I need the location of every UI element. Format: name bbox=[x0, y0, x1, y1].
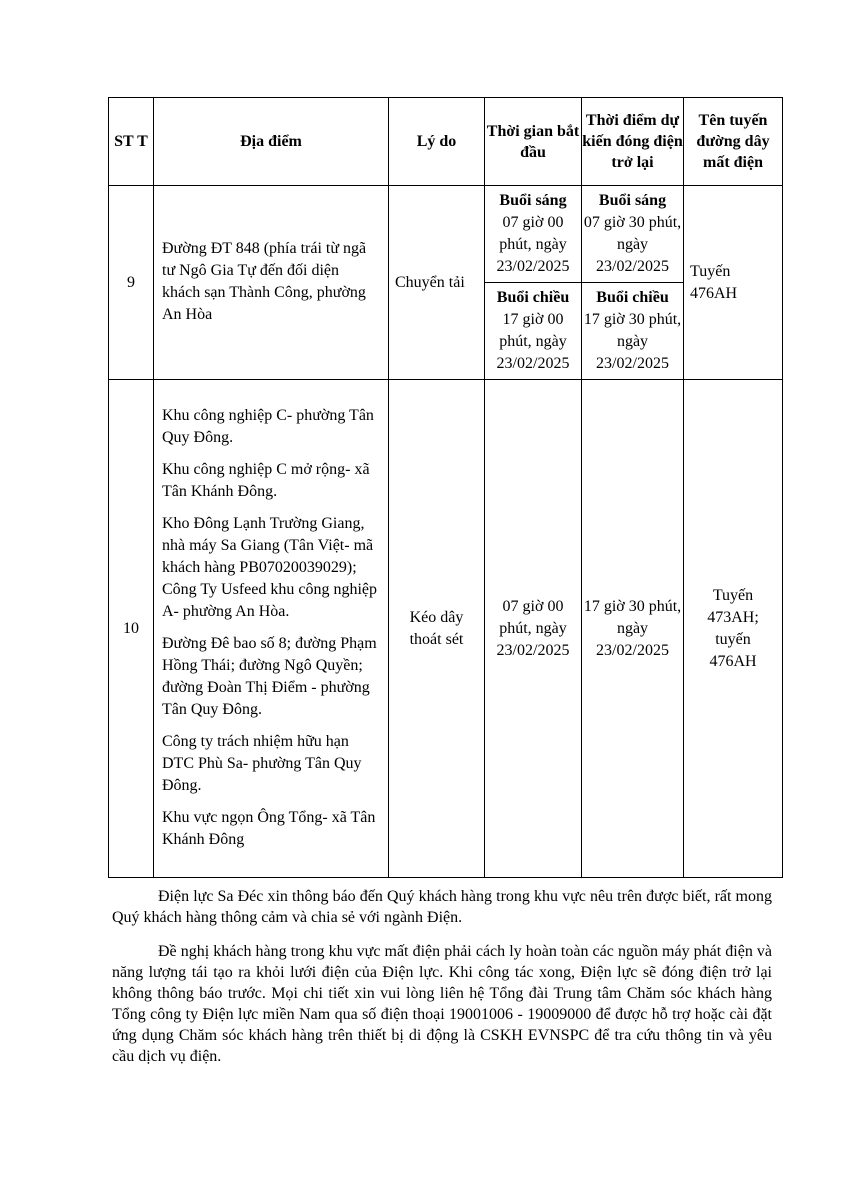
start-morning-cell bbox=[485, 186, 582, 283]
table-row bbox=[109, 186, 783, 283]
header-reason: Lý do bbox=[389, 98, 485, 186]
row-reason: Kéo dây thoát sét bbox=[389, 380, 485, 878]
notice-paragraph bbox=[112, 886, 772, 928]
morning-label: Buổi sáng bbox=[598, 192, 667, 209]
restore-morning-time: 07 giờ 30 phút, ngày 23/02/2025 bbox=[583, 214, 682, 275]
location-text: Đường ĐT 848 (phía trái từ ngã tư Ngô Gia Tự đến đối diện khách sạn Thành Công, phường An Hòa bbox=[162, 239, 367, 323]
location-item: Kho Đông Lạnh Trường Giang, nhà máy Sa Giang (Tân Việt- mã khách hàng PB07020039029); Công Ty Usfeed khu công nghiệp A- phường An Hòa. bbox=[162, 514, 377, 620]
header-start-time: Thời gian bắt đầu bbox=[485, 98, 582, 186]
notice-text: Điện lực Sa Đéc xin thông báo đến Quý khách hàng trong khu vực nêu trên được biết, rất mong Quý khách hàng thông cảm và chia sẻ với ngành Điện. bbox=[112, 888, 772, 926]
table-row bbox=[109, 380, 783, 878]
table-header-row bbox=[109, 98, 783, 186]
location-item: Khu vực ngọn Ông Tổng- xã Tân Khánh Đông bbox=[162, 808, 376, 848]
row-line-name: Tuyến 476AH bbox=[684, 186, 783, 380]
location-item: Đường Đê bao số 8; đường Phạm Hồng Thái; đường Ngô Quyền; đường Đoàn Thị Điểm - phường Tân Quy Đông. bbox=[162, 634, 377, 718]
row-location bbox=[154, 186, 389, 380]
advice-paragraph bbox=[112, 941, 772, 1067]
morning-label: Buổi sáng bbox=[499, 192, 567, 209]
start-morning-time: 07 giờ 00 phút, ngày 23/02/2025 bbox=[496, 214, 570, 275]
row-line-name: Tuyến 473AH; tuyến 476AH bbox=[684, 380, 783, 878]
header-location: Địa điểm bbox=[154, 98, 389, 186]
row-start-time: 07 giờ 00 phút, ngày 23/02/2025 bbox=[485, 380, 582, 878]
location-item: Công ty trách nhiệm hữu hạn DTC Phù Sa- phường Tân Quy Đông. bbox=[162, 732, 362, 794]
start-afternoon-time: 17 giờ 00 phút, ngày 23/02/2025 bbox=[496, 311, 570, 372]
afternoon-label: Buổi chiều bbox=[596, 289, 669, 306]
location-item: Khu công nghiệp C mở rộng- xã Tân Khánh Đông. bbox=[162, 460, 370, 500]
afternoon-label: Buổi chiều bbox=[496, 289, 570, 306]
row-location bbox=[154, 380, 389, 878]
header-line-name: Tên tuyến đường dây mất điện bbox=[684, 98, 783, 186]
row-restore-time: 17 giờ 30 phút, ngày 23/02/2025 bbox=[582, 380, 684, 878]
restore-morning-cell bbox=[582, 186, 684, 283]
header-restore-time: Thời điểm dự kiến đóng điện trở lại bbox=[582, 98, 684, 186]
start-afternoon-cell bbox=[485, 283, 582, 380]
outage-schedule-table bbox=[108, 97, 783, 878]
row-stt: 10 bbox=[109, 380, 154, 878]
header-stt: ST T bbox=[109, 98, 154, 186]
location-item: Khu công nghiệp C- phường Tân Quy Đông. bbox=[162, 406, 374, 446]
restore-afternoon-cell bbox=[582, 283, 684, 380]
row-reason: Chuyển tải bbox=[389, 186, 485, 380]
advice-text: Đề nghị khách hàng trong khu vực mất điện phải cách ly hoàn toàn các nguồn máy phát điện và năng lượng tái tạo ra khỏi lưới điện của Điện lực. Khi công tác xong, Điện lực sẽ đóng điện trở lại không thông báo trước. Mọi chi tiết xin vui lòng liên hệ Tổng đài Trung tâm Chăm sóc khách hàng Tổng công ty Điện lực miền Nam qua số điện thoại 19001006 - 19009000 để được hỗ trợ hoặc cài đặt ứng dụng Chăm sóc khách hàng trên thiết bị di động là CSKH EVNSPC để tra cứu thông tin và yêu cầu dịch vụ điện. bbox=[112, 943, 772, 1065]
row-stt: 9 bbox=[109, 186, 154, 380]
restore-afternoon-time: 17 giờ 30 phút, ngày 23/02/2025 bbox=[583, 311, 682, 372]
